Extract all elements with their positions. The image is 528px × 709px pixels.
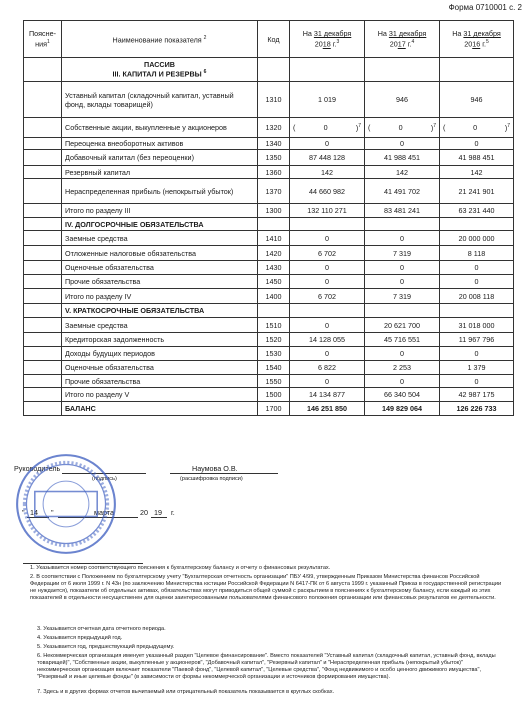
passive-title: ПАССИВ <box>144 60 175 70</box>
empty-cell <box>258 304 290 318</box>
row-name: Переоценка внеоборотных активов <box>62 138 258 150</box>
row-value-v3: 63 231 440 <box>440 204 514 218</box>
row-value-v2: 41 988 451 <box>365 150 440 166</box>
empty-cell <box>365 304 440 318</box>
balance-sheet-table <box>23 20 514 416</box>
row-name: Нераспределенная прибыль (непокрытый убыток) <box>62 179 258 204</box>
bracket-sup: 7 <box>433 122 436 129</box>
row-code: 1370 <box>258 179 290 204</box>
notes-cell <box>24 166 62 179</box>
balance-value-v3: 126 226 733 <box>440 402 514 416</box>
row-value-v2: 2 253 <box>365 361 440 375</box>
section3-title-text: III. КАПИТАЛ И РЕЗЕРВЫ <box>112 69 202 79</box>
table-row <box>24 166 514 179</box>
notes-cell <box>24 375 62 388</box>
row-value-v3: 31 018 000 <box>440 318 514 333</box>
empty-cell <box>365 58 440 82</box>
table-row <box>24 204 514 218</box>
header-col2: На 31 декабря 2017 г.$^4$ <box>365 21 440 58</box>
section5-title-row <box>24 304 514 318</box>
section3-title-sup: 6 <box>203 69 207 76</box>
row-value-v2: 45 716 551 <box>365 333 440 347</box>
footnote-3: 3. Указывается отчетная дата отчетного периода. <box>37 626 166 632</box>
header-code: Код <box>258 21 290 58</box>
row-value-v3: 0 <box>440 275 514 289</box>
value: 0 <box>473 122 478 132</box>
signatory-name-line <box>170 473 278 474</box>
bracketed-value <box>368 123 436 132</box>
row-value-v3: 142 <box>440 166 514 179</box>
row-value-v1 <box>290 118 365 138</box>
row-code: 1320 <box>258 118 290 138</box>
table-row <box>24 179 514 204</box>
row-value-v2: 0 <box>365 261 440 275</box>
row-code: 1350 <box>258 150 290 166</box>
table-row <box>24 150 514 166</box>
table-row <box>24 275 514 289</box>
notes-cell <box>24 118 62 138</box>
empty-cell <box>440 304 514 318</box>
notes-cell <box>24 58 62 82</box>
section3-title-row <box>24 58 514 82</box>
row-name: Оценочные обязательства <box>62 361 258 375</box>
right-bracket-icon: ) <box>430 123 434 133</box>
notes-cell <box>24 318 62 333</box>
notes-cell <box>24 218 62 231</box>
row-value-v1: 0 <box>290 138 365 150</box>
row-code: 1550 <box>258 375 290 388</box>
table-row <box>24 361 514 375</box>
table-row <box>24 388 514 402</box>
row-code: 1300 <box>258 204 290 218</box>
footnote-1: 1. Указывается номер соответствующего пояснения к бухгалтерскому балансу и отчету о финансовых результатах. <box>30 565 331 571</box>
date-month: марта <box>94 508 114 517</box>
notes-cell <box>24 179 62 204</box>
table-row <box>24 82 514 118</box>
header-col1: На 31 декабря 2018 г.$^3$ <box>290 21 365 58</box>
date-quote-close: " <box>51 508 54 517</box>
empty-cell <box>290 218 365 231</box>
row-name: Прочие обязательства <box>62 375 258 388</box>
row-value-v1: 0 <box>290 318 365 333</box>
row-value-v1: 6 702 <box>290 289 365 304</box>
table-row <box>24 138 514 150</box>
empty-cell <box>365 218 440 231</box>
row-value-v1: 6 822 <box>290 361 365 375</box>
bracket-sup: 7 <box>358 122 361 129</box>
table-row <box>24 118 514 138</box>
row-value-v3: 0 <box>440 261 514 275</box>
row-name: Прочие обязательства <box>62 275 258 289</box>
row-value-v1: 0 <box>290 375 365 388</box>
row-name: Добавочный капитал (без переоценки) <box>62 150 258 166</box>
row-name: Отложенные налоговые обязательства <box>62 246 258 261</box>
row-value-v3: 0 <box>440 375 514 388</box>
table-row <box>24 347 514 361</box>
footnote-5: 5. Указывается год, предшествующий предыдущему. <box>37 644 175 650</box>
table-row <box>24 318 514 333</box>
notes-cell <box>24 333 62 347</box>
row-value-v1: 1 019 <box>290 82 365 118</box>
notes-cell <box>24 204 62 218</box>
row-value-v2: 946 <box>365 82 440 118</box>
row-name: Итого по разделу IV <box>62 289 258 304</box>
right-bracket <box>505 123 510 132</box>
signatory-name-hint: (расшифровка подписи) <box>180 476 243 482</box>
section5-title-text: V. КРАТКОСРОЧНЫЕ ОБЯЗАТЕЛЬСТВА <box>65 306 205 315</box>
footnote-4: 4. Указывается предыдущий год. <box>37 635 123 641</box>
balance-code: 1700 <box>258 402 290 416</box>
row-value-v2: 41 491 702 <box>365 179 440 204</box>
header-col3: На 31 декабря 2016 г.$^5$ <box>440 21 514 58</box>
notes-cell <box>24 347 62 361</box>
bracketed-value <box>443 123 510 132</box>
row-code: 1520 <box>258 333 290 347</box>
row-value-v2: 83 481 241 <box>365 204 440 218</box>
row-name: Доходы будущих периодов <box>62 347 258 361</box>
header-name: Наименование показателя $^2$ <box>62 21 258 58</box>
empty-cell <box>440 218 514 231</box>
table-body <box>24 58 514 416</box>
row-value-v2 <box>365 118 440 138</box>
balance-value-v2: 149 829 064 <box>365 402 440 416</box>
left-bracket-icon: ( <box>368 122 371 132</box>
signature-hint: (подпись) <box>92 476 117 482</box>
notes-cell <box>24 388 62 402</box>
table-row <box>24 289 514 304</box>
row-value-v2: 7 319 <box>365 289 440 304</box>
head-label: Руководитель <box>14 464 61 473</box>
row-value-v1: 0 <box>290 347 365 361</box>
row-value-v3: 41 988 451 <box>440 150 514 166</box>
row-value-v1: 14 128 055 <box>290 333 365 347</box>
notes-cell <box>24 304 62 318</box>
row-value-v1: 44 660 982 <box>290 179 365 204</box>
notes-cell <box>24 246 62 261</box>
row-value-v1: 0 <box>290 231 365 246</box>
right-bracket-icon: ) <box>504 123 508 133</box>
row-value-v3: 0 <box>440 347 514 361</box>
section5-title <box>62 304 258 318</box>
table-row <box>24 261 514 275</box>
row-value-v3: 946 <box>440 82 514 118</box>
value: 0 <box>398 122 403 132</box>
row-name: Оценочные обязательства <box>62 261 258 275</box>
value: 0 <box>323 122 328 132</box>
row-value-v2: 0 <box>365 231 440 246</box>
empty-cell <box>290 58 365 82</box>
notes-cell <box>24 261 62 275</box>
row-value-v1: 142 <box>290 166 365 179</box>
row-code: 1530 <box>258 347 290 361</box>
form-code: Форма 0710001 с. 2 <box>448 3 522 12</box>
notes-cell <box>24 231 62 246</box>
balance-value-v1: 146 251 850 <box>290 402 365 416</box>
row-value-v1: 0 <box>290 275 365 289</box>
row-code: 1450 <box>258 275 290 289</box>
empty-cell <box>258 218 290 231</box>
section4-title <box>62 218 258 231</box>
row-value-v2: 142 <box>365 166 440 179</box>
row-value-v3 <box>440 118 514 138</box>
right-bracket <box>356 123 361 132</box>
row-name: Итого по разделу V <box>62 388 258 402</box>
row-value-v1: 0 <box>290 261 365 275</box>
section4-title-row <box>24 218 514 231</box>
row-value-v2: 0 <box>365 347 440 361</box>
balance-name: БАЛАНС <box>62 402 258 416</box>
header-notes: Поясне-ния$^1$ <box>24 21 62 58</box>
row-value-v1: 87 448 128 <box>290 150 365 166</box>
row-value-v3: 11 967 796 <box>440 333 514 347</box>
row-value-v2: 7 319 <box>365 246 440 261</box>
date-year-line <box>151 517 167 518</box>
row-value-v2: 0 <box>365 275 440 289</box>
row-code: 1360 <box>258 166 290 179</box>
row-value-v1: 132 110 271 <box>290 204 365 218</box>
empty-cell <box>440 58 514 82</box>
section4-title-text: IV. ДОЛГОСРОЧНЫЕ ОБЯЗАТЕЛЬСТВА <box>65 219 204 229</box>
left-bracket-icon: ( <box>443 122 446 132</box>
company-stamp-image <box>14 452 118 556</box>
row-name: Собственные акции, выкупленные у акционеров <box>62 118 258 138</box>
row-code: 1540 <box>258 361 290 375</box>
date-year: 19 <box>154 508 162 517</box>
row-code: 1310 <box>258 82 290 118</box>
row-value-v3: 21 241 901 <box>440 179 514 204</box>
row-value-v3: 8 118 <box>440 246 514 261</box>
row-code: 1510 <box>258 318 290 333</box>
row-value-v3: 20 000 000 <box>440 231 514 246</box>
right-bracket <box>431 123 436 132</box>
table-row <box>24 246 514 261</box>
footnote-6: 6. Некоммерческая организация именует указанный раздел "Целевое финансирование". Вместо показателей "Уставный капитал (складочный капитал, уставный фонд, вклады товарищей)", "Собственные акции, выкупленные у акционеров", "Добавочный капитал", "Резервный капитал" и "Нераспределенная прибыль (непокрытый убыток)" некоммерческая организация включает показатели "Паевой фонд", "Целевой капитал", "Целевые средства", "Фонд недвижимого и особо ценного движимого имущества", "Резервный и иные целевые фонды" (в зависимости от формы некоммерческой организации и источников формирования имущества). <box>37 653 496 680</box>
notes-cell <box>24 402 62 416</box>
table-row <box>24 375 514 388</box>
row-value-v3: 42 987 175 <box>440 388 514 402</box>
row-name: Заемные средства <box>62 318 258 333</box>
row-value-v1: 6 702 <box>290 246 365 261</box>
row-code: 1400 <box>258 289 290 304</box>
row-value-v2: 66 340 504 <box>365 388 440 402</box>
row-value-v2: 0 <box>365 138 440 150</box>
row-name: Итого по разделу III <box>62 204 258 218</box>
row-value-v3: 0 <box>440 138 514 150</box>
row-name: Заемные средства <box>62 231 258 246</box>
signatory-name: Наумова О.В. <box>192 464 238 473</box>
empty-cell <box>258 58 290 82</box>
table-header-row <box>24 21 514 58</box>
footnote-2: 2. В соответствии с Положением по бухгалтерскому учету "Бухгалтерская отчетность организации" ПБУ 4/99, утвержденным Приказом Министерства финансов Российской Федерации от 6 июля 1999 г. N 43н (по заключению Министерства юстиции Российской Федерации N 6417-ПК от 6 августа 1999 г. указанный Приказ в государственной регистрации не нуждается), показатели об отдельных активах, обязательствах могут приводиться общей суммой с раскрытием в пояснениях к бухгалтерскому балансу, если каждый из этих показателей в отдельности несущественен для оценки заинтересованными пользователями финансового положения организации или финансовых результатов ее деятельности. <box>30 574 502 601</box>
table-row <box>24 231 514 246</box>
footnote-7: 7. Здесь и в других формах отчетов вычитаемый или отрицательный показатель показывается в круглых скобках. <box>37 689 335 695</box>
row-name: Кредиторская задолженность <box>62 333 258 347</box>
notes-cell <box>24 150 62 166</box>
date-day: 14 <box>30 508 38 517</box>
row-name: Уставный капитал (складочный капитал, уставный фонд, вклады товарищей) <box>62 82 258 118</box>
row-value-v2: 0 <box>365 375 440 388</box>
row-name: Резервный капитал <box>62 166 258 179</box>
notes-cell <box>24 275 62 289</box>
empty-cell <box>290 304 365 318</box>
notes-cell <box>24 82 62 118</box>
left-bracket-icon: ( <box>293 122 296 132</box>
row-value-v2: 20 621 700 <box>365 318 440 333</box>
row-code: 1410 <box>258 231 290 246</box>
notes-cell <box>24 138 62 150</box>
table-row <box>24 333 514 347</box>
row-code: 1340 <box>258 138 290 150</box>
row-code: 1430 <box>258 261 290 275</box>
balance-row <box>24 402 514 416</box>
date-quote-open: " <box>22 508 25 517</box>
bracket-sup: 7 <box>507 122 510 129</box>
row-code: 1500 <box>258 388 290 402</box>
right-bracket-icon: ) <box>355 123 359 133</box>
date-year-suffix: г. <box>171 508 175 517</box>
row-value-v1: 14 134 877 <box>290 388 365 402</box>
notes-cell <box>24 361 62 375</box>
footnote-separator <box>23 563 143 564</box>
bracketed-value <box>293 123 361 132</box>
date-year-prefix: 20 <box>140 508 148 517</box>
row-code: 1420 <box>258 246 290 261</box>
notes-cell <box>24 289 62 304</box>
row-value-v3: 20 008 118 <box>440 289 514 304</box>
section3-title <box>62 58 258 82</box>
row-value-v3: 1 379 <box>440 361 514 375</box>
